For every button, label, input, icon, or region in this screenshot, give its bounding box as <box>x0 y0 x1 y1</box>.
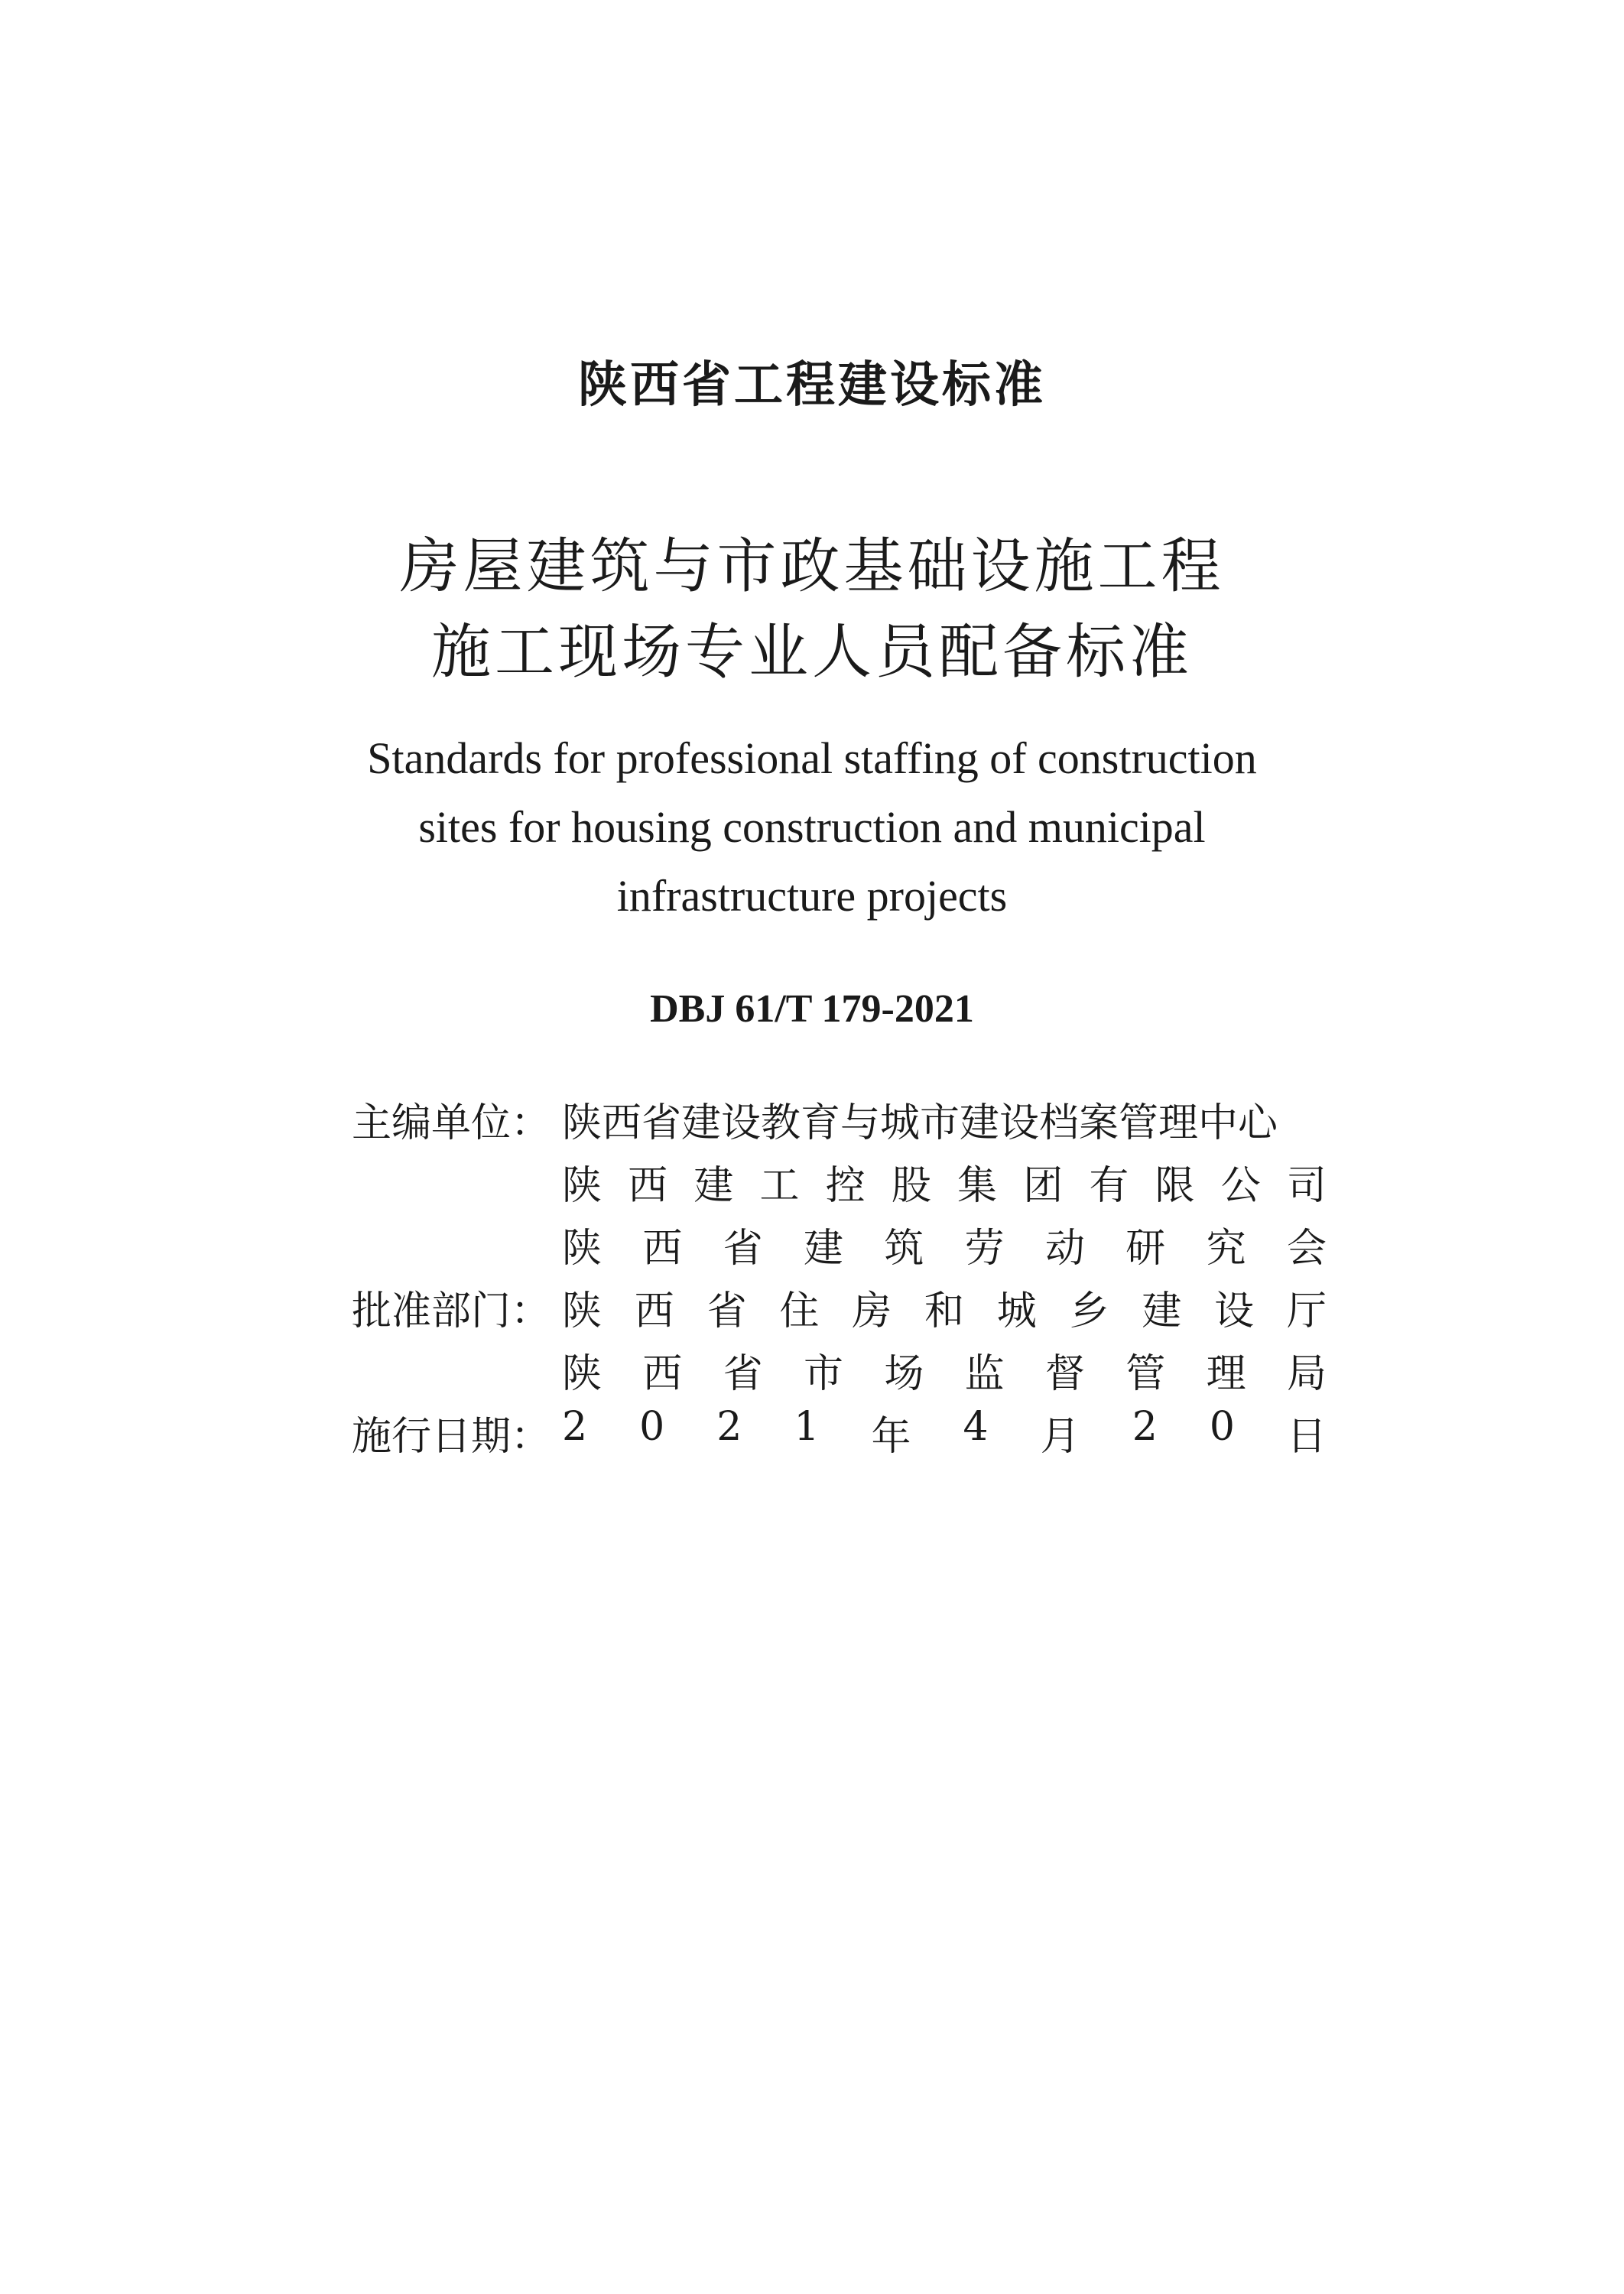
spread-char: 有 <box>1089 1162 1129 1209</box>
spread-char: 房 <box>852 1288 892 1334</box>
spread-char: 2 <box>1132 1403 1158 1450</box>
effective-date-row <box>352 1401 1330 1464</box>
standard-code: DBJ 61/T 179-2021 <box>650 987 974 1031</box>
approver-label: 批准部门： <box>352 1288 551 1334</box>
editor-unit-2 <box>562 1153 1327 1210</box>
spread-char: 1 <box>794 1403 820 1450</box>
spread-char: 理 <box>1206 1350 1246 1397</box>
spread-char: 年 <box>871 1413 911 1460</box>
spread-char: 4 <box>963 1403 989 1450</box>
title-chinese-line-1: 房屋建筑与市政基础设施工程 <box>399 532 1225 601</box>
spread-char: 设 <box>1214 1288 1255 1334</box>
spread-char: 陕 <box>562 1288 603 1334</box>
spread-char: 省 <box>723 1350 763 1397</box>
spread-char: 场 <box>884 1350 924 1397</box>
editor-row-1 <box>352 1087 1330 1150</box>
spread-char: 市 <box>803 1350 843 1397</box>
spread-char: 省 <box>706 1288 747 1334</box>
spread-char: 0 <box>1209 1403 1235 1450</box>
approver-row-1 <box>352 1275 1330 1338</box>
spread-char: 建 <box>803 1225 843 1272</box>
spread-char: 研 <box>1125 1225 1166 1272</box>
spread-char: 建 <box>693 1162 734 1209</box>
spread-char: 督 <box>1044 1350 1085 1397</box>
spread-char: 日 <box>1286 1413 1327 1460</box>
spread-char: 股 <box>891 1162 931 1209</box>
editor-unit-3 <box>562 1216 1327 1273</box>
effective-date-value <box>562 1404 1327 1461</box>
spread-char: 局 <box>1286 1350 1327 1397</box>
spread-char: 控 <box>825 1162 866 1209</box>
publication-info <box>352 1087 1330 1464</box>
spread-char: 西 <box>628 1162 668 1209</box>
spread-char: 陕 <box>562 1350 603 1397</box>
spread-char: 省 <box>723 1225 763 1272</box>
title-english-line-2: sites for housing construction and municipal <box>418 802 1206 852</box>
spread-char: 动 <box>1044 1225 1085 1272</box>
approver-unit-2 <box>562 1341 1327 1399</box>
spread-char: 西 <box>642 1350 683 1397</box>
spread-char: 西 <box>642 1225 683 1272</box>
spread-char: 住 <box>779 1288 820 1334</box>
spread-char: 集 <box>957 1162 998 1209</box>
spread-char: 团 <box>1023 1162 1064 1209</box>
spread-char: 司 <box>1286 1162 1327 1209</box>
spread-char: 陕 <box>562 1162 603 1209</box>
spread-char: 管 <box>1125 1350 1166 1397</box>
approver-row-2 <box>352 1338 1330 1401</box>
spread-char: 2 <box>562 1403 588 1450</box>
spread-char: 限 <box>1155 1162 1195 1209</box>
title-english-line-3: infrastructure projects <box>616 871 1008 921</box>
spread-char: 究 <box>1206 1225 1246 1272</box>
spread-char: 西 <box>634 1288 674 1334</box>
editor-row-2 <box>352 1150 1330 1213</box>
spread-char: 厅 <box>1286 1288 1327 1334</box>
spread-char: 城 <box>996 1288 1037 1334</box>
spread-char: 劳 <box>964 1225 1005 1272</box>
spread-char: 公 <box>1220 1162 1261 1209</box>
title-chinese-line-2: 施工现场专业人员配备标准 <box>430 618 1193 687</box>
title-english-line-1: Standards for professional staffing of construction <box>367 733 1257 783</box>
spread-char: 0 <box>639 1403 665 1450</box>
spread-char: 筑 <box>884 1225 924 1272</box>
spread-char: 月 <box>1040 1413 1080 1460</box>
editor-label: 主编单位： <box>352 1100 551 1146</box>
spread-char: 2 <box>716 1403 742 1450</box>
editor-row-3 <box>352 1213 1330 1275</box>
editor-unit-1: 陕西省建设教育与城市建设档案管理中心 <box>562 1100 1278 1146</box>
spread-char: 监 <box>964 1350 1005 1397</box>
approver-unit-1 <box>562 1279 1327 1336</box>
spread-char: 工 <box>759 1162 800 1209</box>
spread-char: 和 <box>924 1288 964 1334</box>
effective-date-label: 施行日期： <box>352 1413 551 1460</box>
spread-char: 陕 <box>562 1225 603 1272</box>
series-title: 陕西省工程建设标准 <box>578 357 1046 414</box>
spread-char: 建 <box>1142 1288 1182 1334</box>
spread-char: 会 <box>1286 1225 1327 1272</box>
spread-char: 乡 <box>1069 1288 1109 1334</box>
